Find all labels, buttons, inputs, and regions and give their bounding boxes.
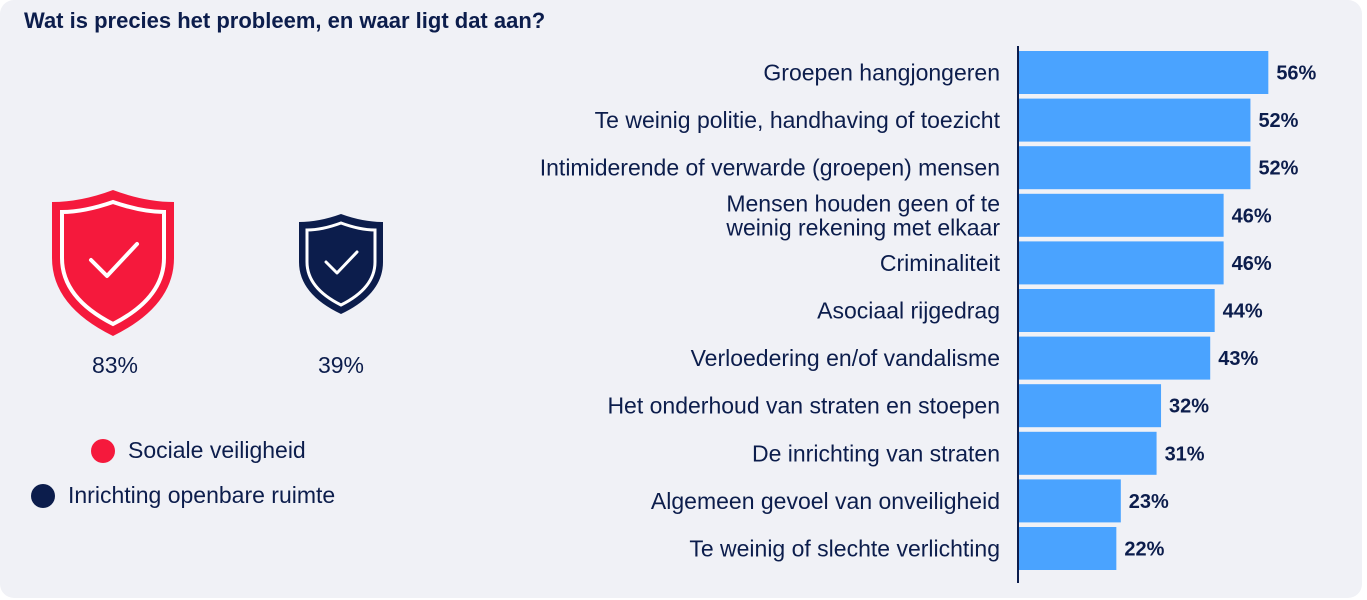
- category-label: Te weinig politie, handhaving of toezicht: [594, 107, 1000, 134]
- bar: [1018, 99, 1250, 142]
- bar: [1018, 432, 1157, 475]
- value-label: 44%: [1222, 300, 1263, 323]
- bar: [1018, 51, 1268, 94]
- value-label: 56%: [1276, 62, 1317, 85]
- value-label: 52%: [1258, 157, 1299, 180]
- category-label: Intimiderende of verwarde (groepen) mensen: [539, 154, 1000, 181]
- value-label: 23%: [1128, 490, 1169, 513]
- category-label: Groepen hangjongeren: [763, 59, 1000, 86]
- value-label: 31%: [1164, 443, 1205, 466]
- value-label: 46%: [1231, 252, 1272, 275]
- category-label: Het onderhoud van straten en stoepen: [607, 392, 1000, 419]
- category-label: Algemeen gevoel van onveiligheid: [650, 487, 1000, 514]
- bar: [1018, 337, 1210, 380]
- bar: [1018, 479, 1121, 522]
- bar: [1018, 146, 1250, 189]
- category-label: Criminaliteit: [879, 249, 1000, 276]
- bar: [1018, 241, 1224, 284]
- value-label: 22%: [1124, 538, 1165, 561]
- category-label: weinig rekening met elkaar: [726, 214, 1000, 241]
- value-label: 46%: [1231, 205, 1272, 228]
- legend-label-social: Sociale veiligheid: [128, 437, 306, 463]
- bar: [1018, 289, 1215, 332]
- value-label: 32%: [1169, 395, 1210, 418]
- value-label: 43%: [1218, 348, 1259, 371]
- category-label: Asociaal rijgedrag: [817, 297, 1000, 324]
- category-label: De inrichting van straten: [751, 440, 1000, 467]
- bar: [1018, 194, 1224, 237]
- social-percentage: 83%: [91, 352, 139, 378]
- category-label: Te weinig of slechte verlichting: [689, 535, 1000, 562]
- bar: [1018, 527, 1116, 570]
- bar: [1018, 384, 1161, 427]
- chart-title: Wat is precies het probleem, en waar ligt dat aan?: [24, 8, 546, 33]
- value-label: 52%: [1258, 110, 1299, 133]
- category-label: Verloedering en/of vandalisme: [690, 345, 1000, 372]
- category-label: Mensen houden geen of te: [726, 190, 1000, 217]
- legend-label-infra: Inrichting openbare ruimte: [68, 482, 336, 508]
- infra-percentage: 39%: [317, 352, 365, 378]
